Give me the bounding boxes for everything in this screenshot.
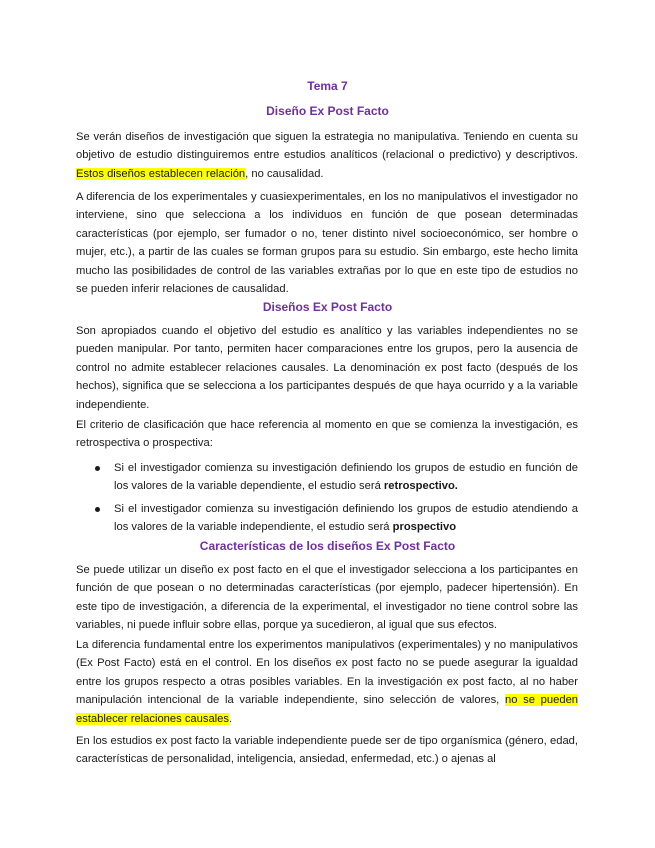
paragraph-control-text: La diferencia fundamental entre los experimentos manipulativos (experimentales) y no manipulativos (Ex Post Facto) está en el control. En los diseños ex post facto no se puede asegurar la igualdad entre los grupos respecto a otras posibles variables. En la investigación ex post facto, al no haber manipulación intencional de la variable independiente, sino selección de valores, xyxy=(76,639,578,707)
paragraph-selection: Se puede utilizar un diseño ex post facto en el que el investigador selecciona a los participantes en función de que posean o no determinadas características (por ejemplo, padecer hipertensión). En este tipo de investigación, a diferencia de la experimental, el investigador no tiene control sobre las variables, ni puede influir sobre ellas, porque ya sucedieron, al igual que sus efectos. xyxy=(76,564,578,632)
highlighted-text: Estos diseños establecen relación xyxy=(76,167,246,180)
list-item-text: Si el investigador comienza su investigación definiendo los grupos de estudio en función de los valores de la variable dependiente, el estudio será xyxy=(114,462,578,493)
paragraph-variables: En los estudios ex post facto la variable independiente puede ser de tipo organísmica (género, edad, características de personalidad, inteligencia, ansiedad, enfermedad, etc.) o ajenas al xyxy=(76,735,578,766)
paragraph-intro-end: , no causalidad. xyxy=(245,167,324,180)
section-heading-designs: Diseños Ex Post Facto xyxy=(262,300,393,314)
list-item-bold: retrospectivo. xyxy=(383,480,458,493)
section-label: Tema 7 xyxy=(307,79,348,93)
paragraph-control xyxy=(76,636,578,728)
paragraph-intro xyxy=(76,128,578,183)
bullet-icon xyxy=(95,507,100,512)
paragraph-intro-text: Se verán diseños de investigación que siguen la estrategia no manipulativa. Teniendo en cuenta su objetivo de estudio distinguiremos entre estudios analíticos (relacional o predictivo) y descriptivos. xyxy=(76,131,578,162)
bullet-icon xyxy=(95,466,100,471)
section-heading-characteristics: Características de los diseños Ex Post Facto xyxy=(199,539,456,553)
list-item xyxy=(76,500,578,537)
list-item-text: Si el investigador comienza su investigación definiendo los grupos de estudio atendiendo a los valores de la variable independiente, el estudio será xyxy=(114,502,578,534)
paragraph-appropriate: Son apropiados cuando el objetivo del estudio es analítico y las variables independientes no se pueden manipular. Por tanto, permiten hacer comparaciones entre los grupos, pero la ausencia de control no admite establecer relaciones causales. La denominación ex post facto (después de los hechos), significa que se selecciona a los participantes después de que haya ocurrido y a la variable independiente. xyxy=(76,325,578,411)
paragraph-criterion: El criterio de clasificación que hace referencia al momento en que se comienza la investigación, es retrospectiva o prospectiva: xyxy=(76,419,578,450)
highlighted-text: no se pueden establecer relaciones causales xyxy=(76,694,579,725)
paragraph-difference: A diferencia de los experimentales y cuasiexperimentales, en los no manipulativos el investigador no interviene, sino que selecciona a los individuos en función de que posean determinadas características (por ejemplo, ser fumador o no, tener distinto nivel socioeconómico, ser hombre o mujer, etc.), a partir de las cuales se forman grupos para su estudio. Sin embargo, este hecho limita mucho las posibilidades de control de las variables extrañas por lo que en este tipo de estudios no se pueden inferir relaciones de causalidad. xyxy=(76,191,578,296)
paragraph-control-end: . xyxy=(228,712,233,725)
classification-list xyxy=(76,459,578,541)
list-item-bold: prospectivo xyxy=(392,521,457,534)
page-title: Diseño Ex Post Facto xyxy=(266,104,389,118)
list-item xyxy=(76,459,578,496)
